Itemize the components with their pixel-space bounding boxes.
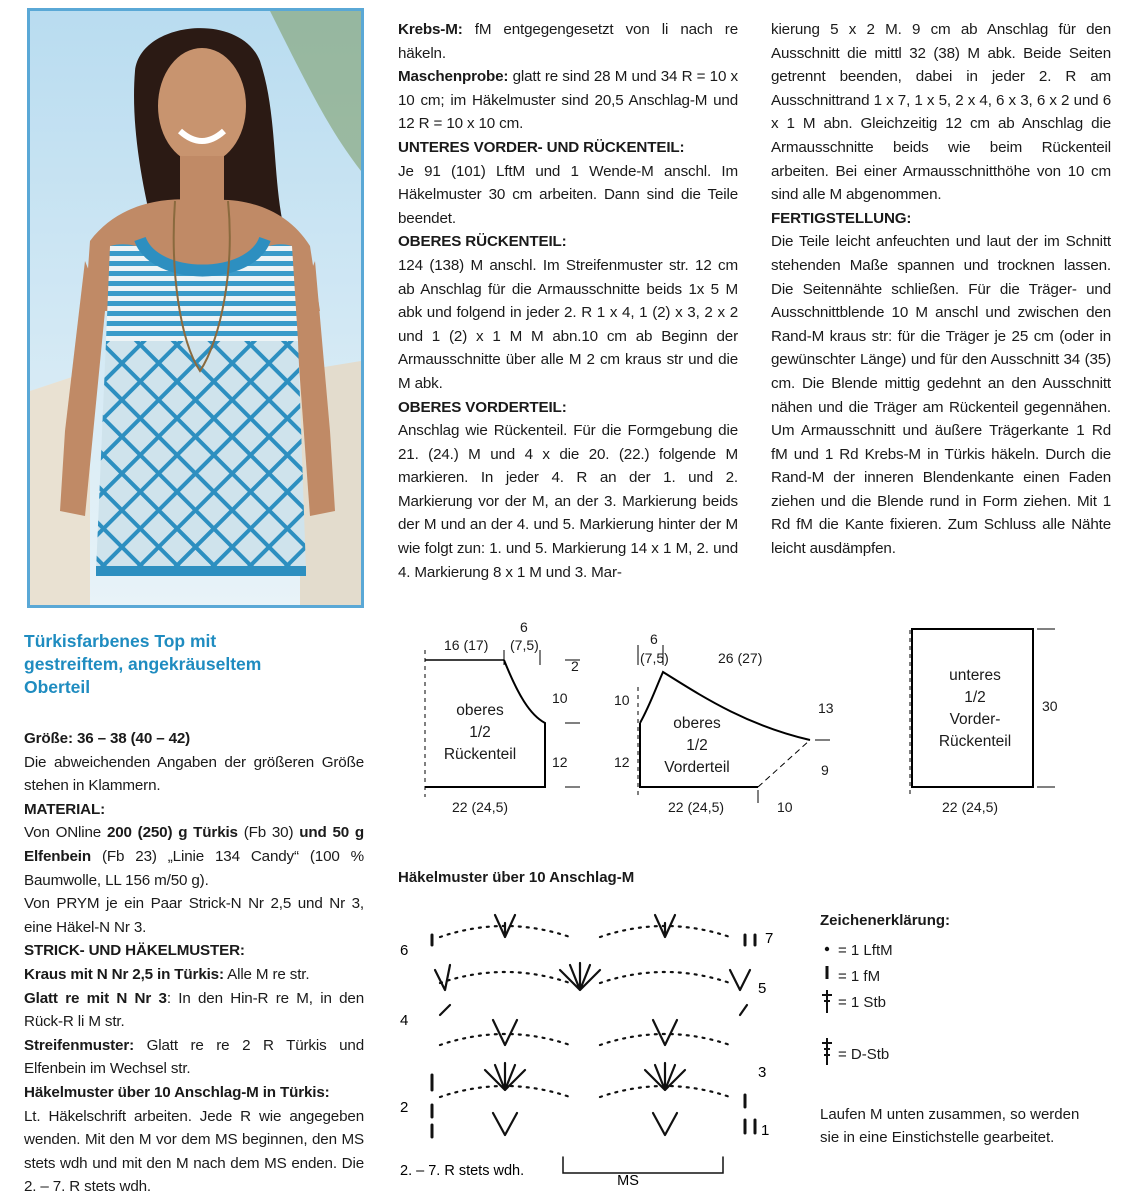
crochet-chart: [395, 895, 795, 1195]
back-band-height: 2: [571, 658, 579, 674]
oberes-vorderteil-heading: OBERES VORDERTEIL:: [398, 398, 567, 416]
lower-label-3: Vorder-: [949, 711, 1001, 728]
title-line-1: Türkisfarbenes Top mit: [24, 631, 217, 651]
front-label-1: oberes: [673, 715, 721, 732]
legend-single: = 1 fM: [838, 968, 881, 985]
title-line-3: Oberteil: [24, 677, 91, 697]
glatt-heading: Glatt re mit N Nr 3: [24, 989, 167, 1007]
ms-label: MS: [617, 1173, 639, 1189]
row-label-7: 7: [765, 930, 774, 947]
lower-label-1: unteres: [949, 667, 1001, 684]
chart-title: Häkelmuster über 10 Anschlag-M: [398, 869, 635, 886]
groesse-text: Die abweichenden Angaben der größeren Größe stehen in Klammern.: [24, 753, 364, 795]
kraus-heading: Kraus mit N Nr 2,5 in Türkis:: [24, 965, 224, 983]
haekel-heading: Häkelmuster über 10 Anschlag-M in Türkis:: [24, 1083, 330, 1101]
back-bottom-width: 22 (24,5): [452, 799, 509, 815]
krebs-text: fM entgegengesetzt von li nach re häkeln.: [398, 21, 738, 62]
continuation-text: kierung 5 x 2 M. 9 cm ab Anschlag für den Ausschnitt die mittl 32 (38) M abk. Beide Seiten getrennt beenden, dabei in jeder 2. R am Ausschnittrand 1 x 7, 1 x 5, 2 x 4, 6 x 3, 6 x 2 und 6 x 1 M abn. Gleichzeitig 12 cm ab Anschlag die Armausschnitte beids wie beim Rückenteil arbeiten. Bei einer Armausschnitthöhe von 10 cm sind alle M abgenommen.: [771, 21, 1111, 204]
maschenprobe-text: glatt re sind 28 M und 34 R = 10 x 10 cm; im Häkelmuster sind 20,5 Anschlag-M und 12 R = 10 x 10 cm.: [398, 68, 738, 133]
fertigstellung-text: Die Teile leicht anfeuchten und laut der im Schnitt stehenden Maße spannen und trocknen lassen. Die Seitennähte schließen. Für die Träger- und Ausschnittblende 10 M anschl und zwischen den Rand-M kraus str: für die Träger je 25 cm (oder in gewünschter Länge) und für den Ausschnitt 34 (35) cm. Die Blende mittig gedehnt an den Ausschnitt nähen und die Träger am Rückenteil gegennähen. Um Armausschnitt und äußere Trägerkante 1 Rd fM und 1 Rd Krebs-M in Türkis häkeln. Durch die Rand-M der inneren Blendenkante einen Faden ziehen und die Blende rund in Form ziehen. Mit 1 Rd fM die Kante fixieren. Zum Schluss alle Nähte leicht ausdämpfen.: [771, 233, 1111, 558]
legend-note: Laufen M unten zusammen, so werden sie in eine Einstichstelle gearbeitet.: [820, 1106, 1080, 1146]
text-column-1: Größe: 36 – 38 (40 – 42) Die abweichenden Angaben der größeren Größe stehen in Klammern. MATERIAL: Von ONline 200 (250) g Türkis (Fb 30) und 50 g Elfenbein (Fb 23) „Linie 134 Candy“ (100 % Baumwolle, LL 156 m/50 g). Von PRYM je ein Paar Strick-N Nr 2,5 und Nr 3, eine Häkel-N Nr 3. STRICK- UND HÄKELMUSTER: Kraus mit N Nr 2,5 in Türkis: Alle M re str. Glatt re mit N Nr 3: In den Hin-R re M, in den Rück-R li M str. Streifenmuster: Glatt re re 2 R Türkis und Elfenbein im Wechsel str. Häkelmuster über 10 Anschlag-M in Türkis: Lt. Häkelschrift arbeiten. Jede R wie angegeben wenden. Mit den M vor dem MS beginnen, den MS stets wdh und mit den M nach dem MS enden. Die 2. – 7. R stets wdh.: [24, 727, 364, 1199]
back-top-width: 16 (17): [444, 637, 489, 653]
row-label-6: 6: [400, 942, 409, 959]
streifen-heading: Streifenmuster:: [24, 1036, 134, 1054]
back-label-3: Rückenteil: [443, 746, 517, 763]
back-label-1: oberes: [456, 702, 504, 719]
double-crochet-icon: [822, 990, 832, 1013]
row-label-1: 1: [761, 1122, 770, 1139]
krebs-heading: Krebs-M:: [398, 21, 463, 38]
haekel-text: Lt. Häkelschrift arbeiten. Jede R wie angegeben wenden. Mit den M vor dem MS beginnen, den MS stets wdh und mit den M nach dem MS enden. Die 2. – 7. R stets wdh.: [24, 1107, 364, 1196]
row-label-3: 3: [758, 1064, 767, 1081]
photo-illustration: [30, 11, 361, 605]
schematic-back: [425, 619, 580, 815]
front-lower-height: 12: [614, 754, 630, 770]
material-heading: MATERIAL:: [24, 800, 106, 818]
back-neck-width-alt: (7,5): [510, 637, 539, 653]
unteres-text: Je 91 (101) LftM und 1 Wende-M anschl. Im Häkelmuster 30 cm arbeiten. Dann sind die Teile beendet.: [398, 162, 738, 227]
back-arm-height: 10: [552, 690, 568, 706]
oberes-rueckenteil-heading: OBERES RÜCKENTEIL:: [398, 233, 567, 251]
lower-bottom-width: 22 (24,5): [942, 799, 999, 815]
schematic-lower: [910, 629, 1058, 815]
row-label-2: 2: [400, 1099, 409, 1116]
model-photo: [27, 8, 364, 608]
front-neck-width: 6: [650, 631, 658, 647]
groesse-heading: Größe: 36 – 38 (40 – 42): [24, 730, 191, 747]
text-column-3: [771, 18, 1111, 561]
fertigstellung-heading: FERTIGSTELLUNG:: [771, 209, 912, 227]
back-label-2: 1/2: [469, 724, 491, 741]
chain-stitch-icon: [825, 947, 829, 951]
legend-title: Zeichenerklärung:: [820, 912, 951, 929]
legend-items: [838, 938, 893, 1068]
front-label-2: 1/2: [686, 737, 708, 754]
lower-label-2: 1/2: [964, 689, 986, 706]
front-label-3: Vorderteil: [664, 759, 730, 776]
front-bottom-width: 22 (24,5): [668, 799, 725, 815]
muster-heading: STRICK- UND HÄKELMUSTER:: [24, 942, 245, 960]
front-arm-height: 10: [614, 692, 630, 708]
front-top-width: 26 (27): [718, 650, 763, 666]
front-right-height-a: 13: [818, 700, 834, 716]
unteres-heading: UNTERES VORDER- UND RÜCKENTEIL:: [398, 138, 685, 156]
front-neck-width-alt: (7,5): [640, 650, 669, 666]
back-neck-width: 6: [520, 619, 528, 635]
chart-repeat-note: 2. – 7. R stets wdh.: [400, 1163, 525, 1179]
legend-chain: = 1 LftM: [838, 942, 893, 959]
lower-height: 30: [1042, 698, 1058, 714]
schematic-front: [614, 631, 834, 815]
front-bottom-right: 10: [777, 799, 793, 815]
text-column-2: [398, 18, 738, 584]
oberes-rueckenteil-text: 124 (138) M anschl. Im Streifenmuster str. 12 cm ab Anschlag für die Armausschnitte beids 1x 5 M abk und folgend in jeder 2. R 1 x 4, 1 (2) x 3, 2 x 2 und 1 (2) x 1 M M abn.10 cm ab Beginn der Armausschnitte über alle M 2 cm kraus str und die M abk.: [398, 256, 738, 392]
pattern-title: [24, 630, 384, 699]
maschenprobe-heading: Maschenprobe:: [398, 68, 509, 86]
legend-double: = 1 Stb: [838, 994, 886, 1011]
material-text: Von ONline 200 (250) g Türkis (Fb 30) und 50 g Elfenbein (Fb 23) „Linie 134 Candy“ (100 % Baumwolle, LL 156 m/50 g).: [24, 824, 364, 889]
material-needles: Von PRYM je ein Paar Strick-N Nr 2,5 und Nr 3, eine Häkel-N Nr 3.: [24, 895, 364, 936]
treble-crochet-icon: [822, 1038, 832, 1065]
lower-label-4: Rückenteil: [938, 733, 1012, 750]
title-line-2: gestreiftem, angekräuseltem: [24, 654, 262, 674]
back-lower-height: 12: [552, 754, 568, 770]
oberes-vorderteil-text: Anschlag wie Rückenteil. Für die Formgebung die 21. (24.) M und 4 x die 20. (22.) folgende M markieren. In jeder 4. R an der 1. und 2. Markierung vor der M, an der 3. Markierung beids der M und an der 4. und 5. Markierung hinter der M wie folgt zun: 1. und 5. Markierung 14 x 1 M, 2. und 4. Markierung 8 x 1 M und 3. Mar-: [398, 422, 738, 581]
front-right-height-b: 9: [821, 762, 829, 778]
row-label-5: 5: [758, 980, 767, 997]
legend-treble: = D-Stb: [838, 1046, 890, 1063]
schematics: [400, 615, 1100, 830]
row-label-4: 4: [400, 1012, 409, 1029]
